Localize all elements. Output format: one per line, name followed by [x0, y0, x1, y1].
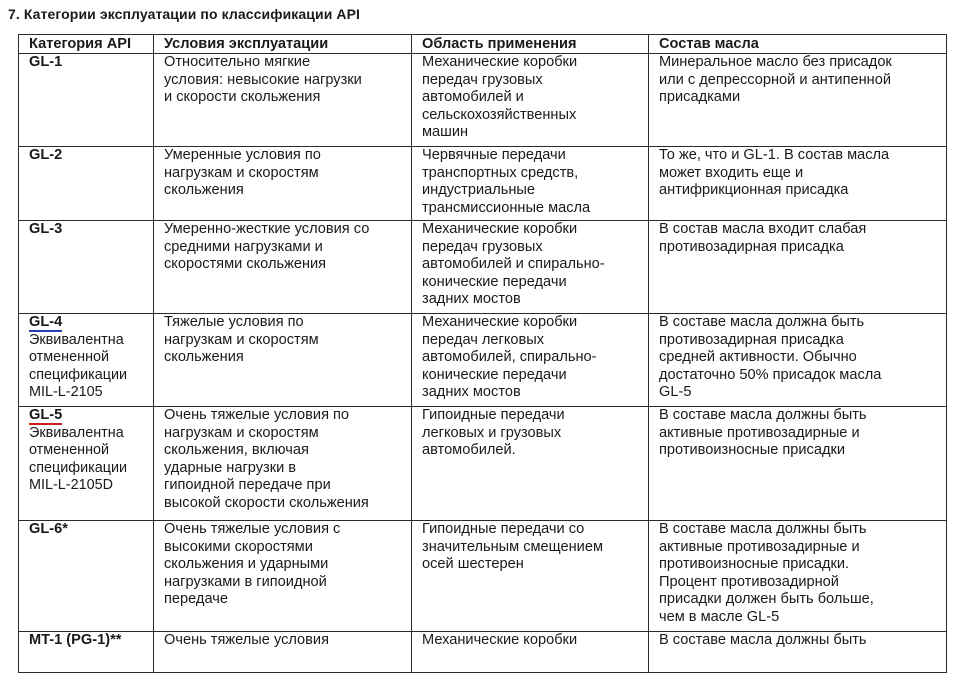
header-application: Область применения	[412, 35, 649, 54]
application-text: Механические коробки передач легковых автомобилей, спирально- конические передачи задних мостов	[422, 314, 597, 401]
category-cell	[19, 147, 154, 221]
composition-cell	[649, 521, 947, 632]
application-cell	[412, 632, 649, 673]
conditions-cell	[154, 632, 412, 673]
category-code: MT-1 (PG-1)**	[29, 632, 122, 648]
conditions-text: Относительно мягкие условия: невысокие нагрузки и скорости скольжения	[164, 54, 362, 106]
application-cell	[412, 54, 649, 147]
gl5-handwritten-underline: GL-5	[29, 407, 63, 423]
table-row	[19, 221, 947, 314]
conditions-text: Очень тяжелые условия по нагрузкам и скоростям скольжения, включая ударные нагрузки в гипоидной передаче при высокой скорости скольжения	[164, 407, 369, 511]
header-category: Категория API	[19, 35, 154, 54]
application-text: Механические коробки передач грузовых автомобилей и сельскохозяйственных машин	[422, 54, 578, 141]
application-cell	[412, 521, 649, 632]
composition-cell	[649, 147, 947, 221]
conditions-text: Тяжелые условия по нагрузкам и скоростям скольжения	[164, 314, 319, 366]
table-row	[19, 407, 947, 521]
application-text: Червячные передачи транспортных средств, индустриальные трансмиссионные масла	[422, 147, 591, 216]
composition-text: В составе масла должны быть	[659, 632, 867, 648]
conditions-text: Умеренные условия по нагрузкам и скоростям скольжения	[164, 147, 321, 199]
category-code	[29, 407, 149, 425]
conditions-cell	[154, 407, 412, 521]
composition-cell	[649, 221, 947, 314]
conditions-cell	[154, 54, 412, 147]
composition-text: В состав масла входит слабая противозадирная присадка	[659, 221, 867, 255]
application-text: Механические коробки	[422, 632, 578, 648]
api-classification-table	[18, 34, 947, 673]
composition-cell	[649, 407, 947, 521]
composition-text: Минеральное масло без присадок или с депрессорной и антипенной присадками	[659, 54, 892, 106]
category-code	[29, 314, 149, 332]
gl4-handwritten-underline: GL-4	[29, 314, 63, 330]
table-row	[19, 147, 947, 221]
composition-text: В составе масла должны быть активные противозадирные и противоизносные присадки. Процент противозадирной присадки должен быть больше, чем в масле GL-5	[659, 521, 874, 625]
application-text: Гипоидные передачи со значительным смещением осей шестерен	[422, 521, 603, 573]
table-row	[19, 314, 947, 407]
table-header-row	[19, 35, 947, 54]
category-code: GL-1	[29, 54, 63, 70]
category-code: GL-6*	[29, 521, 68, 537]
category-note: Эквивалентна отмененной спецификации MIL-L-2105	[29, 331, 128, 401]
header-composition: Состав масла	[649, 35, 947, 54]
application-text: Гипоидные передачи легковых и грузовых автомобилей.	[422, 407, 565, 459]
header-conditions: Условия эксплуатации	[154, 35, 412, 54]
composition-cell	[649, 54, 947, 147]
composition-text: То же, что и GL-1. В состав масла может входить еще и антифрикционная присадка	[659, 147, 890, 199]
conditions-text: Очень тяжелые условия	[164, 632, 329, 648]
table-row	[19, 54, 947, 147]
category-cell	[19, 54, 154, 147]
category-note: Эквивалентна отмененной спецификации MIL-L-2105D	[29, 424, 128, 494]
category-cell	[19, 521, 154, 632]
category-code: GL-3	[29, 221, 63, 237]
table-row	[19, 632, 947, 673]
composition-text: В составе масла должны быть активные противозадирные и противоизносные присадки	[659, 407, 867, 459]
conditions-cell	[154, 147, 412, 221]
conditions-cell	[154, 521, 412, 632]
application-text: Механические коробки передач грузовых автомобилей и спирально- конические передачи задних мостов	[422, 221, 605, 308]
composition-cell	[649, 314, 947, 407]
category-cell	[19, 221, 154, 314]
category-cell	[19, 407, 154, 521]
composition-text: В составе масла должна быть противозадирная присадка средней активности. Обычно достаточно 50% присадок масла GL-5	[659, 314, 882, 401]
application-cell	[412, 147, 649, 221]
conditions-text: Очень тяжелые условия с высокими скоростями скольжения и ударными нагрузками в гипоидной передаче	[164, 521, 341, 608]
category-cell	[19, 314, 154, 407]
conditions-text: Умеренно-жесткие условия со средними нагрузками и скоростями скольжения	[164, 221, 370, 273]
application-cell	[412, 221, 649, 314]
category-cell	[19, 632, 154, 673]
page-title: 7. Категории эксплуатации по классификации API	[8, 6, 361, 22]
composition-cell	[649, 632, 947, 673]
table-row	[19, 521, 947, 632]
conditions-cell	[154, 314, 412, 407]
application-cell	[412, 314, 649, 407]
conditions-cell	[154, 221, 412, 314]
application-cell	[412, 407, 649, 521]
category-code: GL-2	[29, 147, 63, 163]
